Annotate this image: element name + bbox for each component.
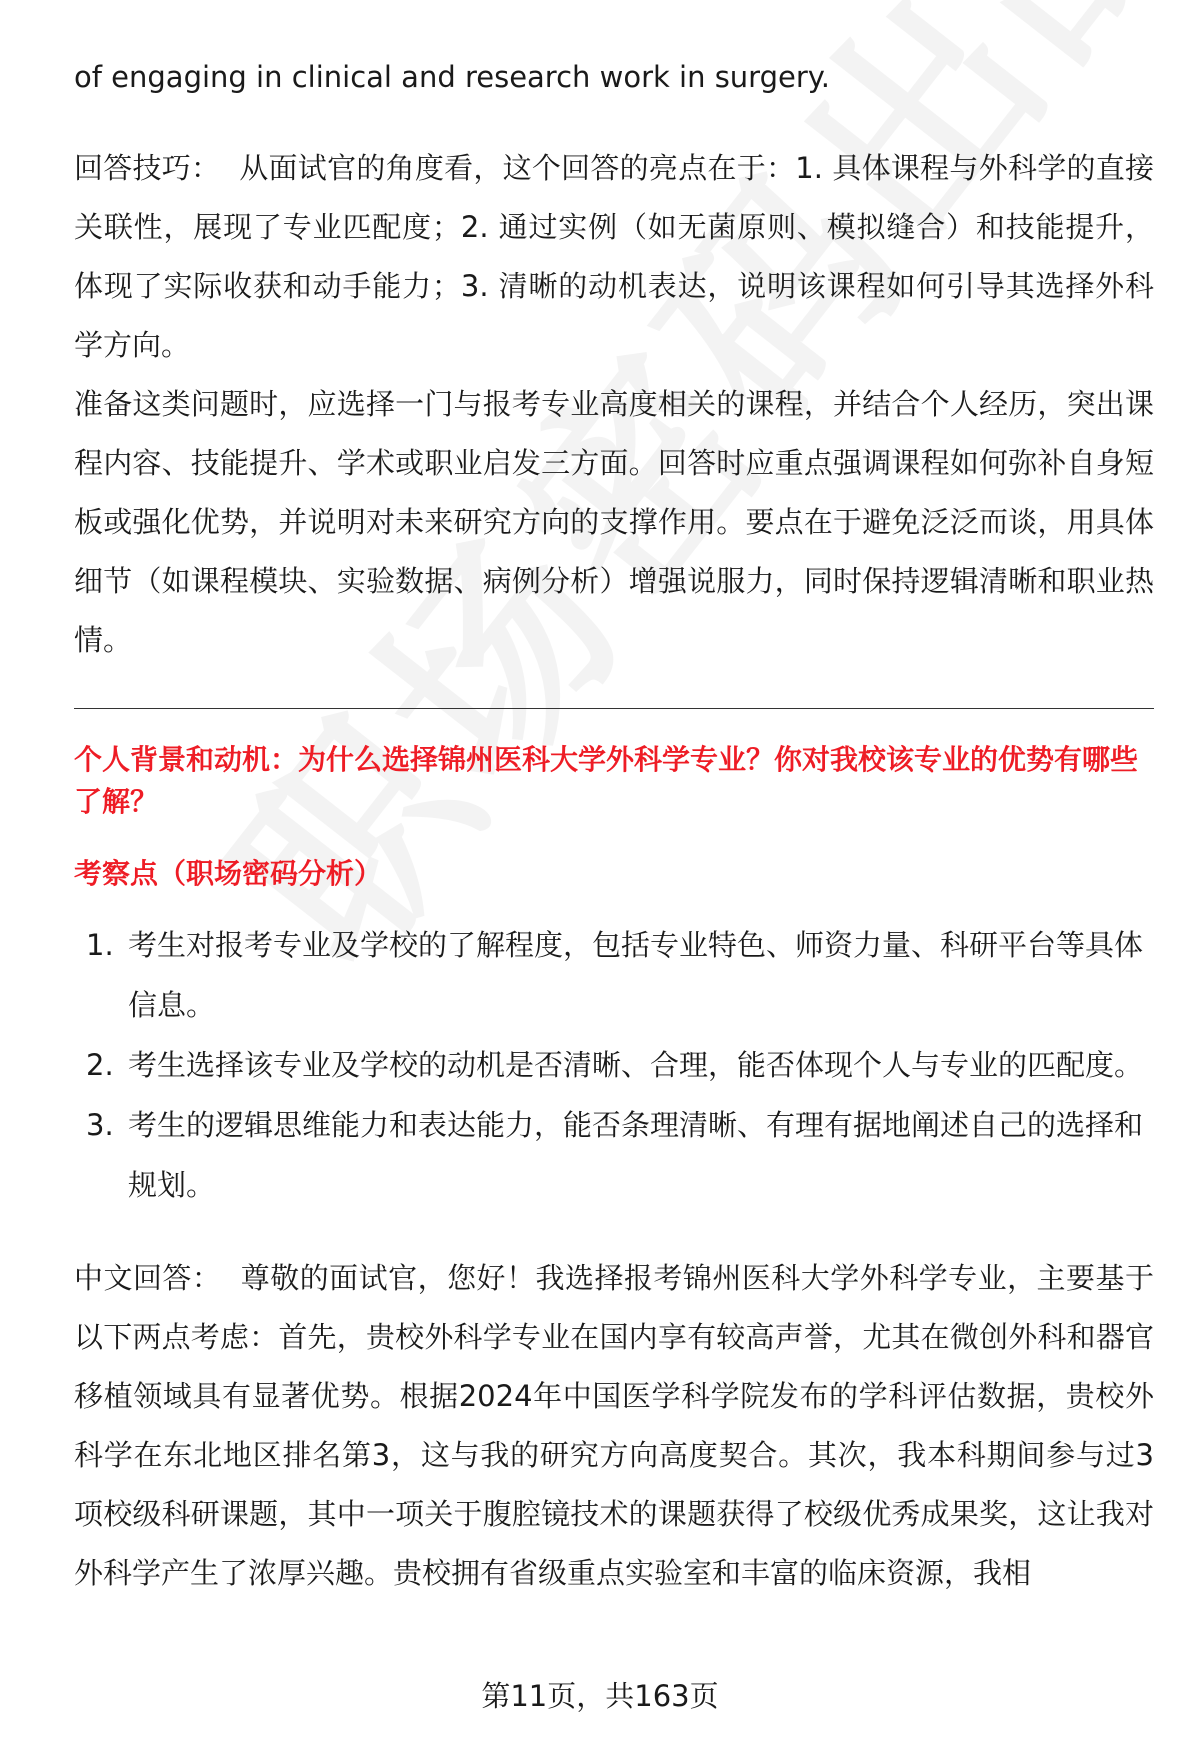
list-item	[74, 1035, 1154, 1095]
page-content	[74, 48, 1154, 1603]
exam-points-title: 考察点（职场密码分析）	[74, 857, 383, 890]
list-item	[74, 1095, 1154, 1215]
answer-tip-text: 从面试官的角度看，这个回答的亮点在于：1. 具体课程与外科学的直接关联性，展现了专业匹配度；2. 通过实例（如无菌原则、模拟缝合）和技能提升，体现了实际收获和动手能力；3. 清晰的动机表达，说明该课程如何引导其选择外科学方向。	[74, 151, 1154, 362]
list-number: 1.	[86, 928, 114, 962]
list-number: 2.	[86, 1048, 114, 1082]
preparation-advice: 准备这类问题时，应选择一门与报考专业高度相关的课程，并结合个人经历，突出课程内容、技能提升、学术或职业启发三方面。回答时应重点强调课程如何弥补自身短板或强化优势，并说明对未来研究方向的支撑作用。要点在于避免泛泛而谈，用具体细节（如课程模块、实验数据、病例分析）增强说服力，同时保持逻辑清晰和职业热情。	[74, 387, 1154, 657]
list-text: 考生的逻辑思维能力和表达能力，能否条理清晰、有理有据地阐述自己的选择和规划。	[128, 1108, 1144, 1202]
answer-tip-label: 回答技巧：	[74, 151, 221, 185]
question-title: 个人背景和动机：为什么选择锦州医科大学外科学专业？你对我校该专业的优势有哪些了解？	[74, 743, 1139, 818]
list-text: 考生选择该专业及学校的动机是否清晰、合理，能否体现个人与专业的匹配度。	[128, 1048, 1144, 1082]
exam-points-list	[74, 915, 1154, 1215]
page-number-footer: 第11页，共163页	[481, 1679, 719, 1713]
answer-tip	[74, 139, 1154, 375]
list-number: 3.	[86, 1108, 114, 1142]
continued-text: of engaging in clinical and research work in surgery.	[74, 60, 831, 94]
chinese-answer-label: 中文回答：	[74, 1261, 222, 1295]
list-text: 考生对报考专业及学校的了解程度，包括专业特色、师资力量、科研平台等具体信息。	[128, 928, 1144, 1022]
list-item	[74, 915, 1154, 1035]
chinese-answer-text: 尊敬的面试官，您好！我选择报考锦州医科大学外科学专业，主要基于以下两点考虑：首先，贵校外科学专业在国内享有较高声誉，尤其在微创外科和器官移植领域具有显著优势。根据2024年中国医学科学院发布的学科评估数据，贵校外科学在东北地区排名第3，这与我的研究方向高度契合。其次，我本科期间参与过3项校级科研课题，其中一项关于腹腔镜技术的课题获得了校级优秀成果奖，这让我对外科学产生了浓厚兴趣。贵校拥有省级重点实验室和丰富的临床资源，我相	[74, 1261, 1154, 1590]
chinese-answer	[74, 1249, 1154, 1603]
